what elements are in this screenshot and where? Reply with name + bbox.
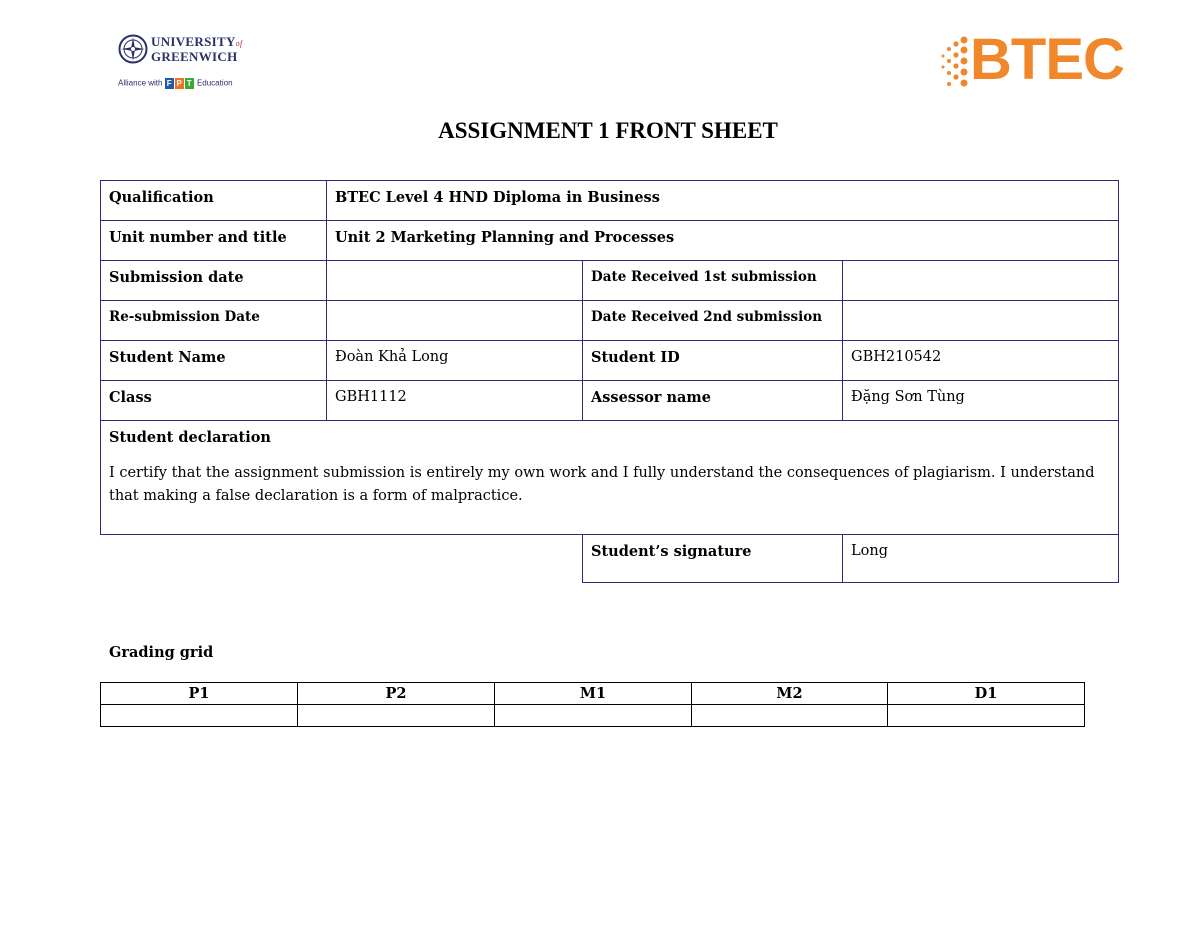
- student-name-label: Student Name: [101, 341, 327, 381]
- date-received-2-label: Date Received 2nd submission: [583, 301, 843, 341]
- student-row: [101, 341, 1119, 381]
- btec-dots-icon: [936, 34, 970, 94]
- grading-grid-label: Grading grid: [109, 644, 214, 661]
- signature-label: Student’s signature: [583, 535, 843, 583]
- assessor-value: Đặng Sơn Tùng: [843, 381, 1119, 421]
- date-received-1-label: Date Received 1st submission: [583, 261, 843, 301]
- grade-cell-d1: [888, 705, 1085, 727]
- class-value: GBH1112: [327, 381, 583, 421]
- education-text: Education: [196, 78, 233, 88]
- student-id-value: GBH210542: [843, 341, 1119, 381]
- assessor-label: Assessor name: [583, 381, 843, 421]
- class-label: Class: [101, 381, 327, 421]
- alliance-line: [118, 78, 233, 89]
- university-wordmark: [151, 35, 242, 63]
- date-received-2-value: [843, 301, 1119, 341]
- submission-row: [101, 261, 1119, 301]
- grade-cell-m1: [495, 705, 692, 727]
- university-seal-icon: [118, 34, 148, 64]
- signature-row: [101, 535, 1119, 583]
- grade-header-p1: P1: [101, 683, 298, 705]
- grade-cell-p2: [298, 705, 495, 727]
- signature-value: Long: [843, 535, 1119, 583]
- declaration-cell: [101, 421, 1119, 535]
- resubmission-row: [101, 301, 1119, 341]
- resubmission-date-label: Re-submission Date: [101, 301, 327, 341]
- front-sheet-table: [100, 180, 1119, 583]
- alliance-text: Alliance with: [118, 78, 163, 88]
- resubmission-date-value: [327, 301, 583, 341]
- submission-date-label: Submission date: [101, 261, 327, 301]
- submission-date-value: [327, 261, 583, 301]
- grade-cell-m2: [692, 705, 888, 727]
- declaration-title: Student declaration: [109, 429, 271, 446]
- class-row: [101, 381, 1119, 421]
- fpt-letter-t: T: [185, 78, 194, 89]
- grade-header-m1: M1: [495, 683, 692, 705]
- signature-spacer: [101, 535, 583, 583]
- fpt-letter-f: F: [165, 78, 174, 89]
- student-name-value: Đoàn Khả Long: [327, 341, 583, 381]
- grade-header-p2: P2: [298, 683, 495, 705]
- qualification-row: [101, 181, 1119, 221]
- student-id-label: Student ID: [583, 341, 843, 381]
- unit-label: Unit number and title: [101, 221, 327, 261]
- university-line1: UNIVERSITY: [151, 34, 236, 49]
- university-of-greenwich-logo: [118, 32, 258, 94]
- grade-cell-p1: [101, 705, 298, 727]
- page-title: ASSIGNMENT 1 FRONT SHEET: [438, 118, 778, 143]
- grading-header-row: [101, 683, 1085, 705]
- fpt-letter-p: P: [176, 79, 182, 88]
- grading-value-row: [101, 705, 1085, 727]
- university-line2: GREENWICH: [151, 49, 238, 64]
- unit-value: Unit 2 Marketing Planning and Processes: [327, 221, 1119, 261]
- qualification-label: Qualification: [101, 181, 327, 221]
- btec-wordmark: BTEC: [970, 27, 1124, 92]
- unit-row: [101, 221, 1119, 261]
- qualification-value: BTEC Level 4 HND Diploma in Business: [327, 181, 1119, 221]
- declaration-row: [101, 421, 1119, 535]
- grading-grid-table: [100, 682, 1085, 727]
- grade-header-d1: D1: [888, 683, 1085, 705]
- btec-logo: [936, 27, 1124, 94]
- university-of: of: [235, 39, 243, 48]
- grade-header-m2: M2: [692, 683, 888, 705]
- date-received-1-value: [843, 261, 1119, 301]
- declaration-text: I certify that the assignment submission is entirely my own work and I fully understand the consequences of plagiarism. I understand that making a false declaration is a form of malpractice.: [109, 465, 1095, 504]
